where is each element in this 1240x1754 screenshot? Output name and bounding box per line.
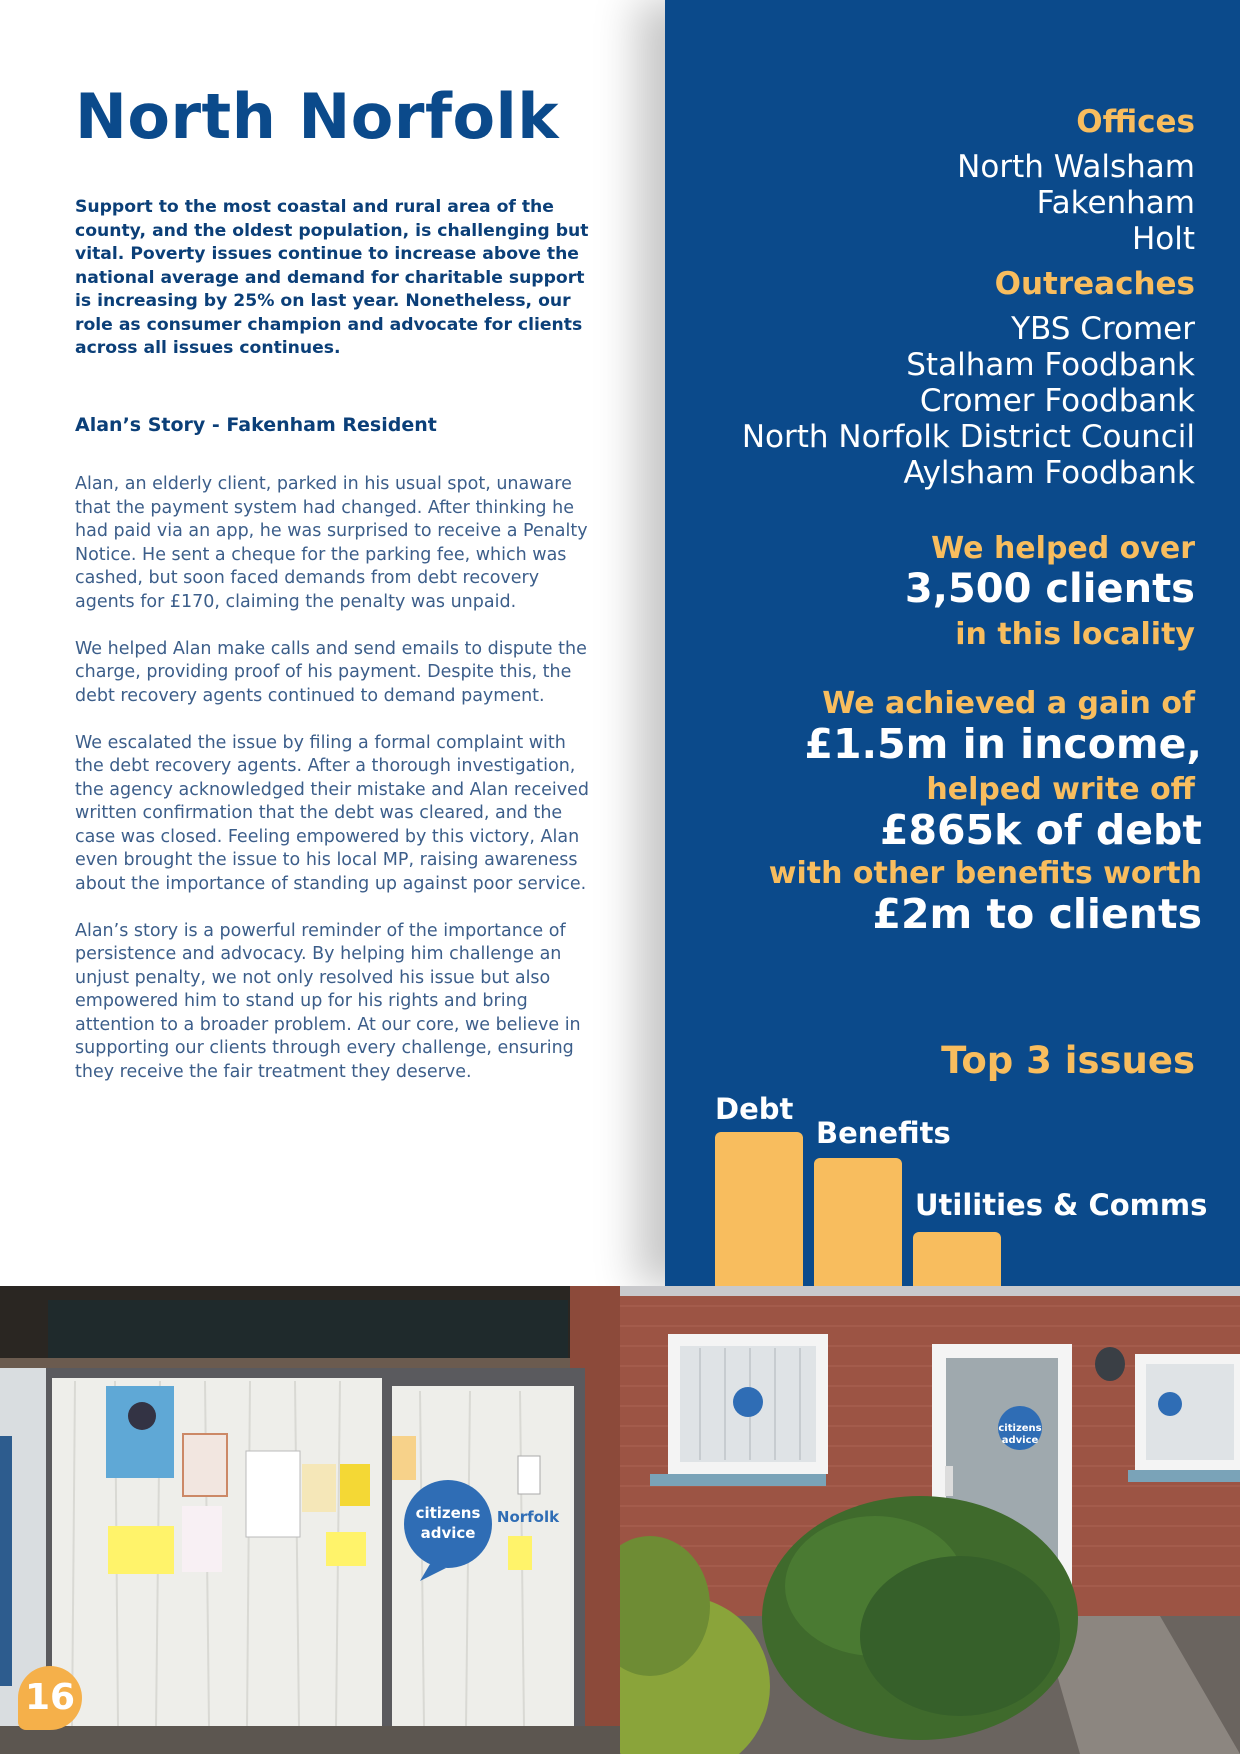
- issue-label-benefits: Benefits: [816, 1116, 951, 1150]
- outreaches-list: [742, 311, 1195, 491]
- issue-bar-benefits: [814, 1158, 902, 1286]
- svg-text:Norfolk: Norfolk: [496, 1508, 560, 1526]
- issue-label-debt: Debt: [715, 1092, 794, 1126]
- gain-intro: We achieved a gain of: [822, 686, 1195, 721]
- outreach-item: Stalham Foodbank: [906, 347, 1195, 383]
- issue-label-utilities: Utilities & Comms: [915, 1188, 1208, 1222]
- top-issues-heading: Top 3 issues: [941, 1039, 1195, 1082]
- stats-panel: [665, 0, 1240, 1286]
- clients-figure: 3,500 clients: [904, 566, 1195, 612]
- intro-paragraph: Support to the most coastal and rural area of the county, and the oldest population, is challenging but vital. Poverty issues continue to increase above the national average and demand for charitable support is increasing by 25% on last year. Nonetheless, our role as consumer champion and advocate for clients across all issues continues.: [75, 197, 589, 358]
- story-paragraph: Alan’s story is a powerful reminder of the importance of persistence and advocacy. By helping him challenge an unjust penalty, we not only resolved his issue but also empowered him to stand up for his rights and bring attention to a broader problem. At our core, we believe in supporting our clients through every challenge, ensuring they receive the fair treatment they deserve.: [75, 920, 581, 1082]
- office-building-photo: [620, 1286, 1240, 1754]
- clients-intro: We helped over: [931, 531, 1195, 566]
- outreach-item: North Norfolk District Council: [741, 419, 1195, 455]
- outreach-item: YBS Cromer: [1011, 311, 1195, 347]
- page-number-badge: 16: [18, 1666, 82, 1730]
- story-body: [75, 473, 595, 1108]
- issue-bar-debt: [715, 1132, 803, 1286]
- svg-text:citizens: citizens: [998, 1423, 1042, 1434]
- page-title: North Norfolk: [75, 80, 560, 153]
- office-building-illustration: [620, 1286, 1240, 1754]
- income-figure: £1.5m in income,: [804, 720, 1202, 768]
- story-paragraph: Alan, an elderly client, parked in his usual spot, unaware that the payment system had changed. After thinking he had paid via an app, he was surprised to receive a Penalty Notice. He sent a cheque for the parking fee, which was cashed, but soon faced demands from debt recovery agents for £170, claiming the penalty was unpaid.: [75, 474, 588, 612]
- left-column: [0, 0, 665, 1286]
- office-item: Holt: [1131, 221, 1195, 257]
- svg-text:advice: advice: [1001, 1435, 1039, 1446]
- issue-bar-utilities: [913, 1232, 1001, 1286]
- offices-heading: Offices: [1076, 104, 1195, 140]
- outreach-item: Aylsham Foodbank: [903, 455, 1195, 491]
- benefits-figure: £2m to clients: [872, 890, 1202, 938]
- svg-text:advice: advice: [420, 1524, 476, 1542]
- benefits-intro: with other benefits worth: [768, 856, 1202, 891]
- outreaches-heading: Outreaches: [994, 266, 1195, 302]
- debt-figure: £865k of debt: [879, 806, 1202, 854]
- svg-text:citizens: citizens: [415, 1504, 481, 1522]
- outreach-item: Cromer Foodbank: [919, 383, 1195, 419]
- write-off-text: helped write off: [926, 772, 1195, 807]
- story-paragraph: We escalated the issue by filing a formal complaint with the debt recovery agents. After a thorough investigation, the agency acknowledged their mistake and Alan received written confirmation that the debt was cleared, and the case was closed. Feeling empowered by this victory, Alan even brought the issue to his local MP, raising awareness about the importance of standing up against poor service.: [75, 732, 589, 894]
- office-window-illustration: [0, 1286, 620, 1754]
- clients-locality: in this locality: [955, 617, 1195, 652]
- offices-list: [957, 149, 1195, 257]
- office-window-photo: [0, 1286, 620, 1754]
- office-item: North Walsham: [957, 149, 1195, 185]
- story-heading: Alan’s Story - Fakenham Resident: [75, 414, 437, 436]
- story-paragraph: We helped Alan make calls and send emails to dispute the charge, providing proof of his payment. Despite this, the debt recovery agents continued to demand payment.: [75, 638, 587, 706]
- office-item: Fakenham: [1036, 185, 1195, 221]
